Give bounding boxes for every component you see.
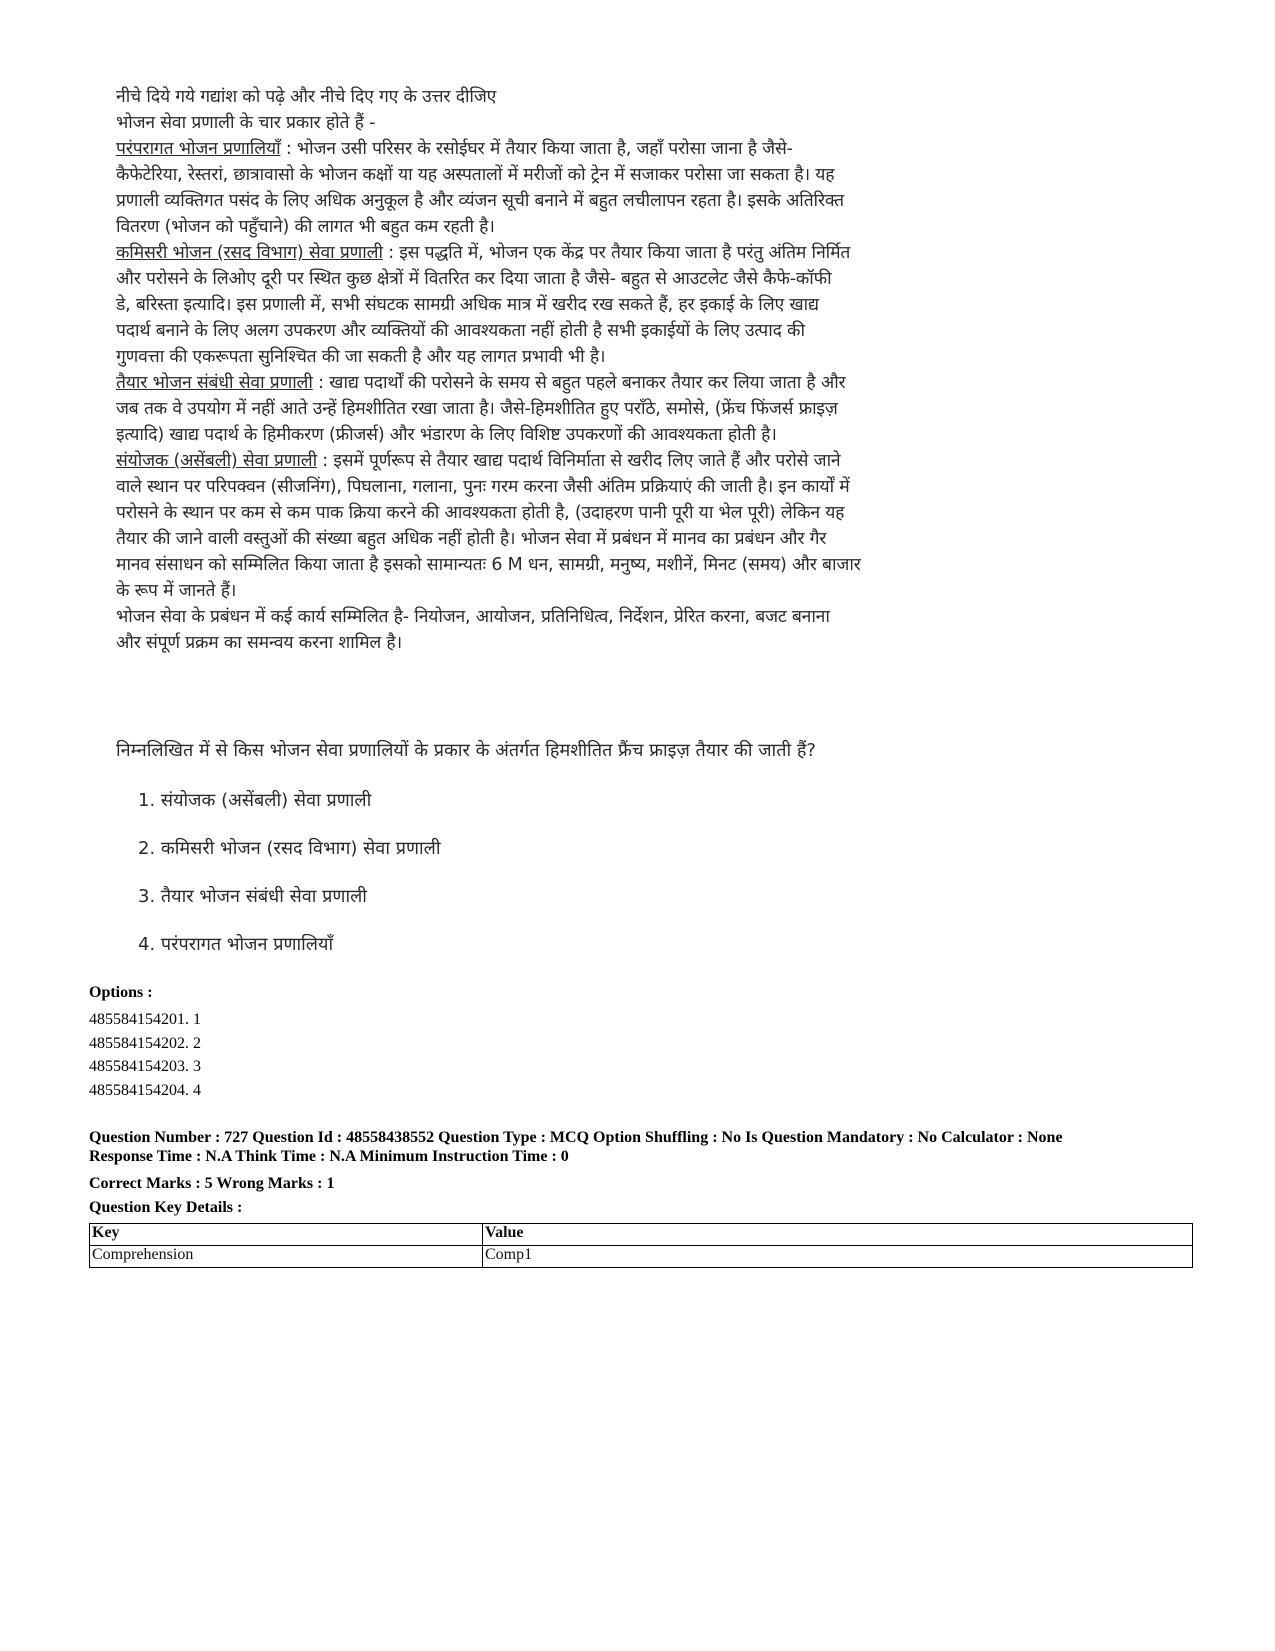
- para-heading: परंपरागत भोजन प्रणालियाँ: [116, 139, 281, 159]
- passage-line: वाले स्थान पर परिपक्वन (सीजनिंग), पिघलाना, गलाना, पुनः गरम करना जैसी अंतिम प्रक्रियाएं की जाती है। इन कार्यों में: [116, 477, 850, 497]
- key-details-table: [89, 1223, 1193, 1268]
- passage-instruction: नीचे दिये गये गद्यांश को पढ़े और नीचे दिए गए के उत्तर दीजिए: [116, 87, 497, 107]
- options-label: Options :: [89, 984, 153, 1001]
- table-cell-value: Comp1: [483, 1246, 1193, 1268]
- passage-line: मानव संसाधन को सम्मिलित किया जाता है इसको सामान्यतः 6 M धन, सामग्री, मनुष्य, मशीनें, मिनट (समय) और बाजार: [116, 555, 861, 575]
- question-text: निम्नलिखित में से किस भोजन सेवा प्रणालियों के प्रकार के अंतर्गत हिमशीतित फ्रैंच फ्राइज़ तैयार की जाती हैं?: [116, 740, 816, 761]
- passage-closing: और संपूर्ण प्रक्रम का समन्वय करना शामिल है।: [116, 633, 402, 653]
- passage-intro: भोजन सेवा प्रणाली के चार प्रकार होते हैं -: [116, 113, 376, 133]
- para-heading: तैयार भोजन संबंधी सेवा प्रणाली: [116, 373, 313, 393]
- passage-line: इत्यादि) खाद्य पदार्थ के हिमीकरण (फ्रीजर्स) और भंडारण के लिए विशिष्ट उपकरणों की आवश्यकता होती है।: [116, 425, 777, 445]
- passage-line: परोसने के स्थान पर कम से कम पाक क्रिया करने की आवश्यकता होती है, (उदाहरण पानी पूरी या भेल पूरी) लेकिन यह: [116, 503, 845, 523]
- para-ready-food: तैयार भोजन संबंधी सेवा प्रणाली : खाद्य पदार्थों की परोसने के समय से बहुत पहले बनाकर तैयार कर लिया जाता है और: [116, 373, 846, 393]
- option-item: 485584154201. 1: [89, 1011, 201, 1028]
- option-item: 485584154203. 3: [89, 1058, 201, 1075]
- passage-line: कैफेटेरिया, रेस्तरां, छात्रावासो के भोजन कक्षों या यह अस्पतालों में मरीजों को ट्रेन में सजाकर परोसा जा सकता है। यह: [116, 165, 835, 185]
- table-header-key: Key: [90, 1224, 483, 1246]
- question-info: [89, 1128, 1189, 1166]
- passage-closing: भोजन सेवा के प्रबंधन में कई कार्य सम्मिलित है- नियोजन, आयोजन, प्रतिनिधित्व, निर्देशन, प्रेरित करना, बजट बनाना: [116, 607, 830, 627]
- table-row: [90, 1246, 1193, 1268]
- passage-line: तैयार की जाने वाली वस्तुओं की संख्या बहुत अधिक नहीं होती है। भोजन सेवा में प्रबंधन में मानव का प्रबंधन और गैर: [116, 529, 827, 549]
- passage-line: जब तक वे उपयोग में नहीं आते उन्हें हिमशीतित रखा जाता है। जैसे-हिमशीतित हुए पराँठे, समोसे, (फ्रेंच फिंजर्स फ्राइज़: [116, 399, 838, 419]
- question-info-line: Response Time : N.A Think Time : N.A Minimum Instruction Time : 0: [89, 1148, 569, 1165]
- passage-line: डे, बरिस्ता इत्यादि। इस प्रणाली में, सभी संघटक सामग्री अधिक मात्र में खरीद रख सकते हैं, हर इकाई के लिए खाद्य: [116, 295, 819, 315]
- marks-info: Correct Marks : 5 Wrong Marks : 1: [89, 1175, 335, 1192]
- options-list: [89, 1008, 201, 1102]
- choice-2: 2. कमिसरी भोजन (रसद विभाग) सेवा प्रणाली: [138, 838, 441, 859]
- choice-3: 3. तैयार भोजन संबंधी सेवा प्रणाली: [138, 886, 367, 907]
- para-commissary: कमिसरी भोजन (रसद विभाग) सेवा प्रणाली : इस पद्धति में, भोजन एक केंद्र पर तैयार किया जाता है परंतु अंतिम निर्मित: [116, 243, 851, 263]
- passage-text: [116, 84, 996, 656]
- table-header-row: [90, 1224, 1193, 1246]
- passage-line: गुणवत्ता की एकरूपता सुनिश्चित की जा सकती है और यह लागत प्रभावी भी है।: [116, 347, 606, 367]
- passage-line: और परोसने के लिओए दूरी पर स्थित कुछ क्षेत्रों में वितरित कर दिया जाता है जैसे- बहुत से आउटलेट जैसे कैफे-कॉफी: [116, 269, 832, 289]
- choice-4: 4. परंपरागत भोजन प्रणालियाँ: [138, 934, 334, 955]
- key-details-label: Question Key Details :: [89, 1199, 243, 1216]
- para-traditional: परंपरागत भोजन प्रणालियाँ : भोजन उसी परिसर के रसोईघर में तैयार किया जाता है, जहाँ परोसा जाना है जैसे-: [116, 139, 793, 159]
- question-choices: [138, 788, 440, 980]
- passage-line: प्रणाली व्यक्तिगत पसंद के लिए अधिक अनुकूल है और व्यंजन सूची बनाने में बहुत लचीलापन रहता है। इसके अतिरिक्त: [116, 191, 844, 211]
- passage-line: वितरण (भोजन को पहुँचाने) की लागत भी बहुत कम रहती है।: [116, 217, 495, 237]
- passage-line: के रूप में जानते हैं।: [116, 581, 237, 601]
- option-item: 485584154204. 4: [89, 1081, 201, 1099]
- para-heading: कमिसरी भोजन (रसद विभाग) सेवा प्रणाली: [116, 243, 383, 263]
- table-header-value: Value: [483, 1224, 1193, 1246]
- option-item: 485584154202. 2: [89, 1034, 201, 1052]
- table-cell-key: Comprehension: [90, 1246, 483, 1268]
- para-heading: संयोजक (असेंबली) सेवा प्रणाली: [116, 451, 317, 471]
- choice-1: 1. संयोजक (असेंबली) सेवा प्रणाली: [138, 790, 372, 811]
- question-info-line: Question Number : 727 Question Id : 48558438552 Question Type : MCQ Option Shuffling : No Is Question Mandatory : No Calculator : None: [89, 1129, 1063, 1146]
- para-assembly: संयोजक (असेंबली) सेवा प्रणाली : इसमें पूर्णरूप से तैयार खाद्य पदार्थ विनिर्माता से खरीद लिए जाते हैं और परोसे जाने: [116, 451, 841, 471]
- passage-line: पदार्थ बनाने के लिए अलग उपकरण और व्यक्तियों की आवश्यकता नहीं होती है सभी इकाईयों के लिए उत्पाद की: [116, 321, 805, 341]
